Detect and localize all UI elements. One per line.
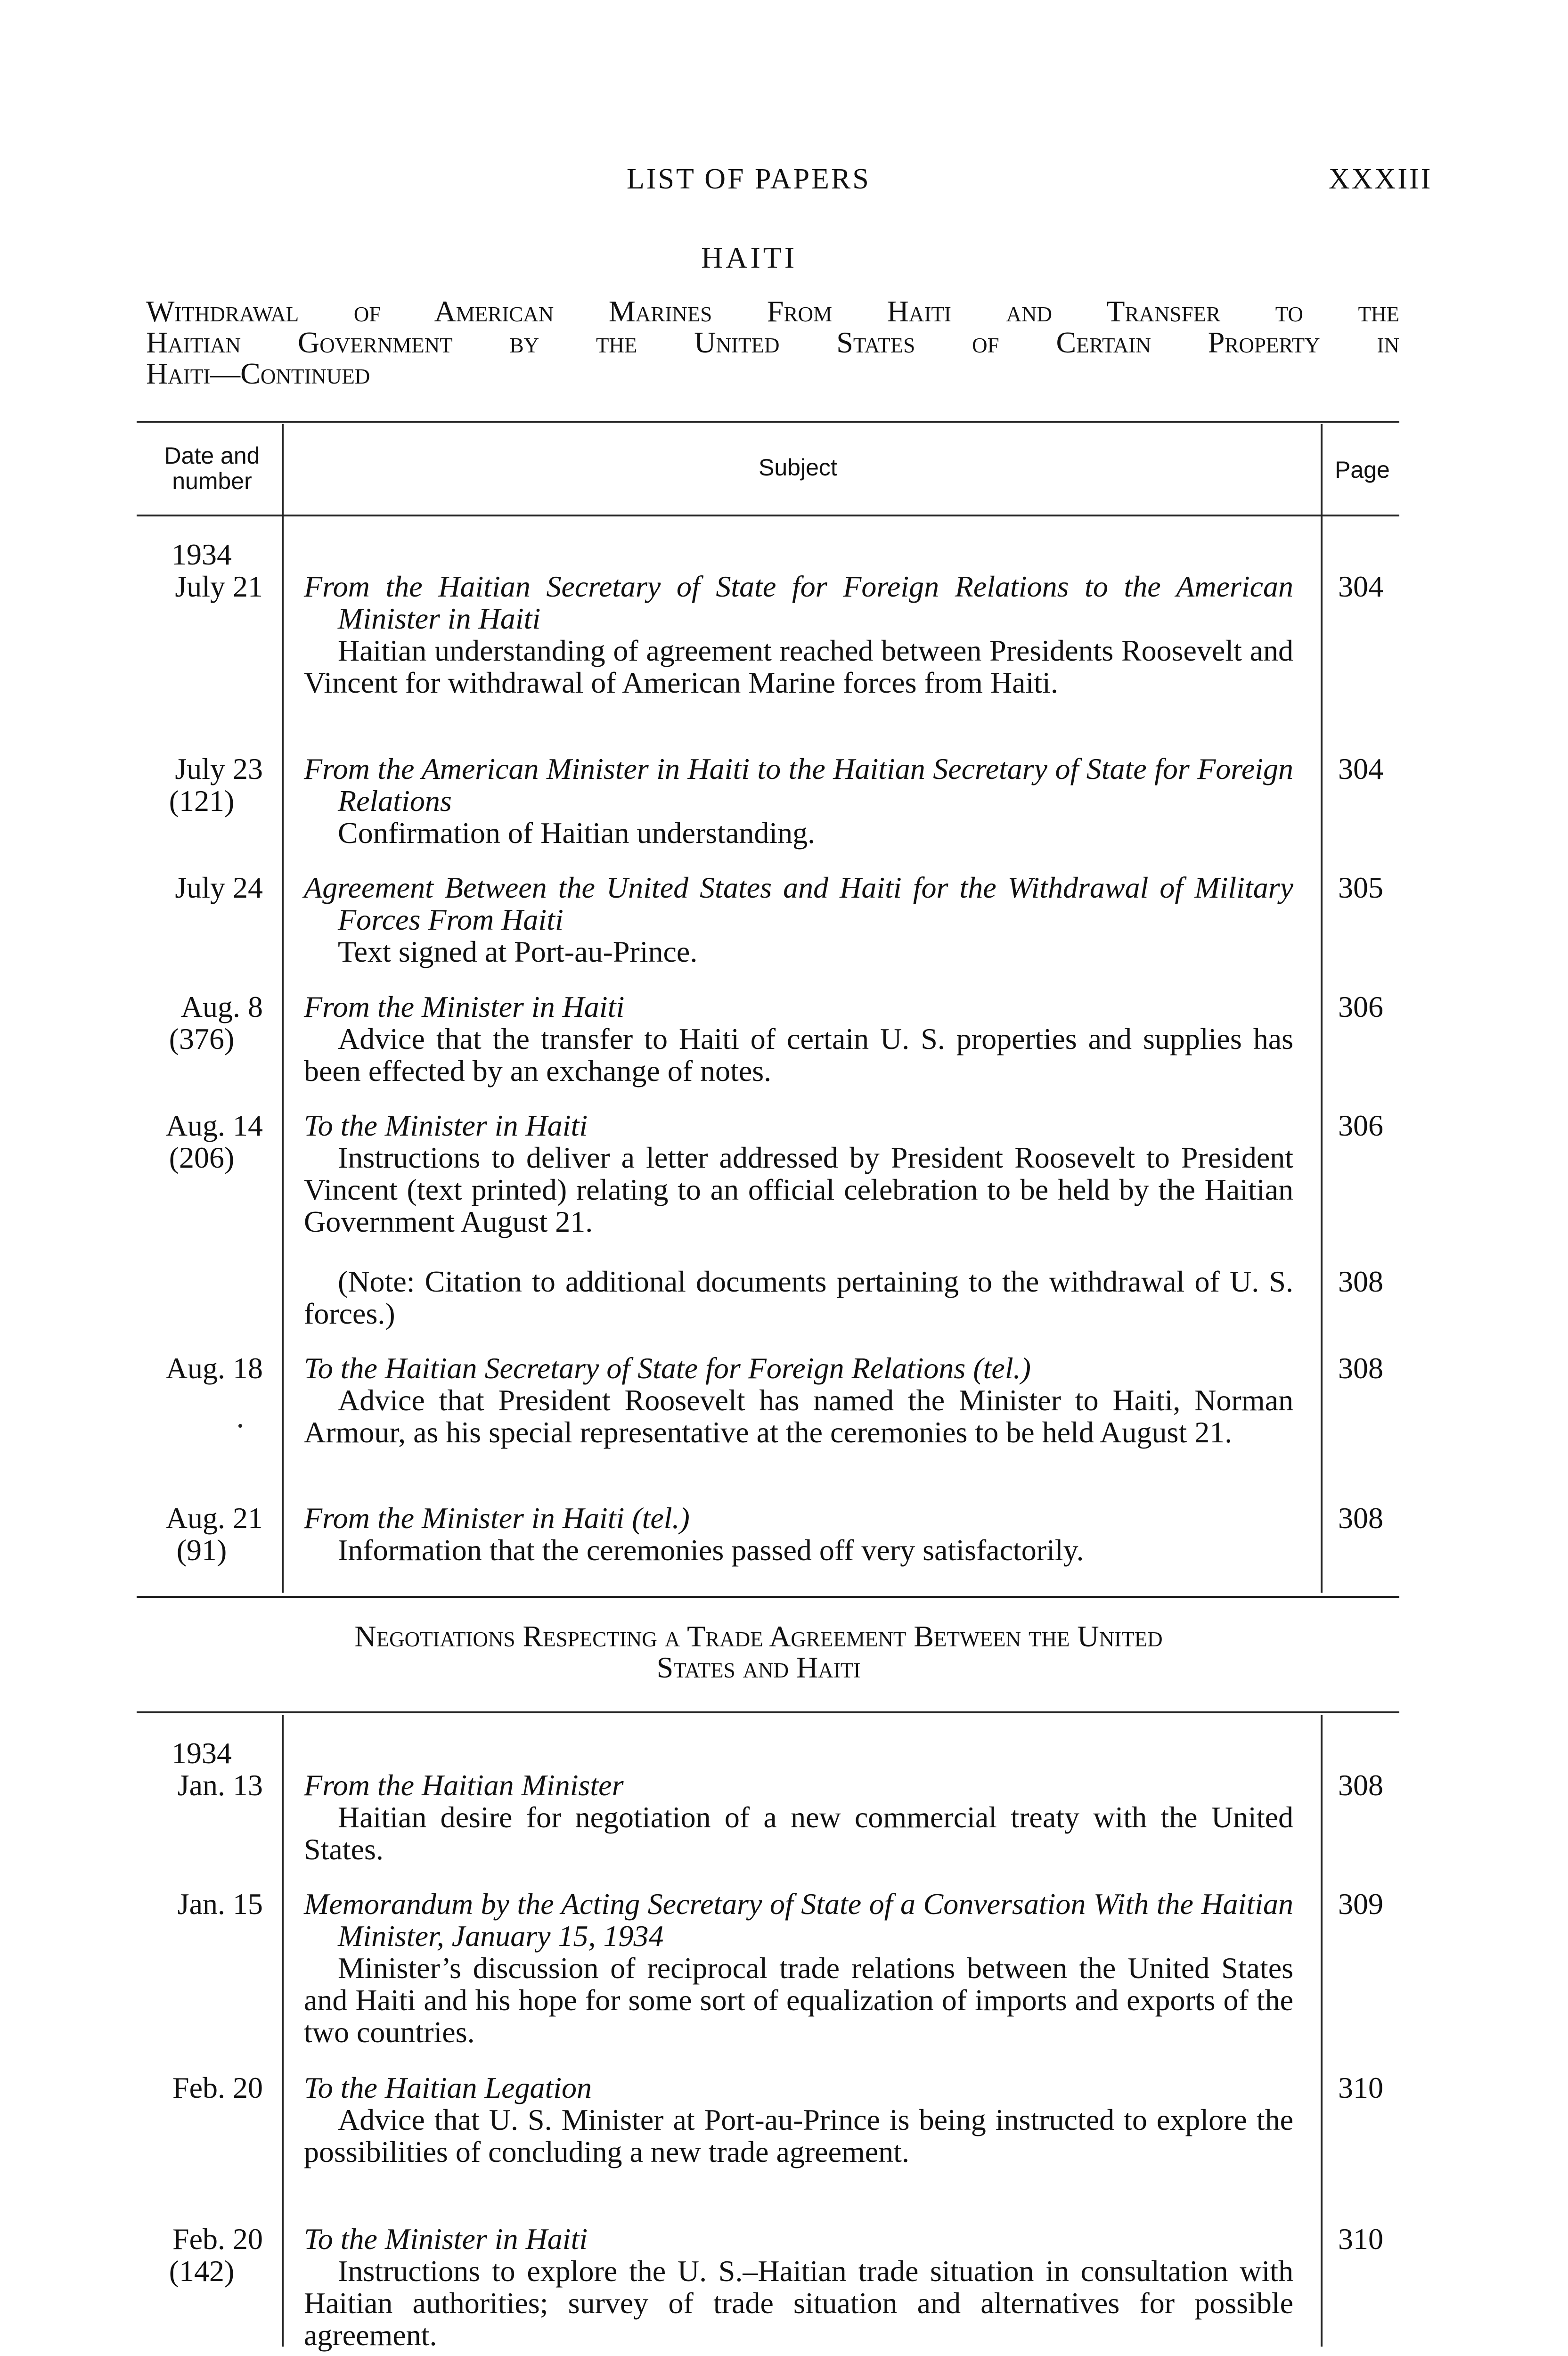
entry-number: (206) <box>169 1141 235 1174</box>
entry-page: 304 <box>1338 570 1383 603</box>
entry-description: Minister’s discussion of reciprocal trade relations between the United States and Haiti and his hope for some sort of equalization of imports and exports of the two countries. <box>304 1951 1293 2049</box>
entry-date-text: Jan. 15 <box>177 1887 263 1921</box>
entry-date-text: Feb. 20 <box>172 2071 263 2104</box>
entry-number: (91) <box>176 1533 227 1567</box>
section-title-withdrawal <box>146 296 1399 389</box>
entry-description: Advice that the transfer to Haiti of certain U. S. properties and supplies has been effected by an exchange of notes. <box>304 1022 1293 1088</box>
list-item <box>304 991 1293 1087</box>
entry-page: 308 <box>1338 1768 1383 1802</box>
page-number-roman: XXXIII <box>1329 163 1433 195</box>
section-title-trade-agreement <box>165 1621 1352 1683</box>
list-item <box>304 1502 1293 1566</box>
list-item <box>304 1769 1293 1865</box>
entry-title: Agreement Between the United States and Haiti for the Withdrawal of Military Forces From Haiti <box>304 871 1293 936</box>
table-top-rule <box>137 421 1399 423</box>
entry-date <box>122 991 263 1055</box>
table-header-rule <box>137 515 1399 516</box>
column-divider <box>1321 424 1323 1593</box>
entry-description: Confirmation of Haitian understanding. <box>338 816 816 850</box>
entry-page: 305 <box>1338 871 1383 904</box>
entry-date <box>122 1502 263 1566</box>
entry-title: To the Minister in Haiti <box>304 2222 588 2256</box>
entry-date <box>122 2223 263 2287</box>
entry-date-text: July 24 <box>175 871 263 904</box>
list-item <box>304 753 1293 849</box>
section-title-line: Haiti—Continued <box>146 357 370 390</box>
entry-description: Advice that U. S. Minister at Port-au-Prince is being instructed to explore the possibilities of concluding a new trade agreement. <box>304 2103 1293 2168</box>
column-divider <box>1321 1715 1323 2347</box>
column-header-subject: Subject <box>759 454 837 481</box>
entry-description: Advice that President Roosevelt has named the Minister to Haiti, Norman Armour, as his special representative at the ceremonies to be held August 21. <box>304 1383 1293 1449</box>
entry-description: Haitian desire for negotiation of a new commercial treaty with the United States. <box>304 1800 1293 1866</box>
list-item <box>304 1888 1293 2048</box>
entry-description: Instructions to deliver a letter addressed by President Roosevelt to President Vincent (text printed) relating to an official celebration to be held by the Haitian Government August 21. <box>304 1141 1293 1238</box>
entry-page: 309 <box>1338 1887 1383 1921</box>
entry-page: 306 <box>1338 1109 1383 1142</box>
section-title-line: Haitian Government by the United States of Certain Property in <box>146 326 1400 359</box>
column-header-date: Date and number <box>164 442 260 494</box>
entry-title: From the Haitian Secretary of State for Foreign Relations to the American Minister in Haiti <box>304 570 1293 635</box>
entry-date <box>122 2072 263 2104</box>
list-item <box>304 571 1293 699</box>
section-title-line: States and Haiti <box>656 1651 861 1684</box>
entry-page: 310 <box>1338 2071 1383 2104</box>
column-divider <box>282 424 284 1593</box>
table-bottom-rule <box>137 1596 1399 1598</box>
list-item <box>304 2072 1293 2168</box>
section-title-line: Withdrawal of American Marines From Haiti and Transfer to the <box>146 294 1399 328</box>
entry-title: Memorandum by the Acting Secretary of State of a Conversation With the Haitian Minister, January 15, 1934 <box>304 1887 1293 1953</box>
entry-title: From the American Minister in Haiti to the Haitian Secretary of State for Foreign Relations <box>304 752 1293 818</box>
entry-date <box>122 1737 263 1801</box>
list-item <box>304 872 1293 968</box>
list-item <box>304 1352 1293 1448</box>
entry-date <box>122 1110 263 1174</box>
entry-date-text: Jan. 13 <box>177 1768 263 1802</box>
entry-number: (121) <box>169 784 235 818</box>
entry-date-text: Aug. 18 <box>165 1351 263 1385</box>
entry-date-text: Feb. 20 <box>172 2222 263 2256</box>
entry-date <box>122 753 263 817</box>
entry-date <box>122 872 263 904</box>
entry-description: Instructions to explore the U. S.–Haitian trade situation in consultation with Haitian authorities; survey of trade situation and alternatives for possible agreement. <box>304 2254 1293 2352</box>
column-header-page: Page <box>1335 457 1390 483</box>
entry-title: From the Minister in Haiti <box>304 990 625 1023</box>
entry-date <box>122 539 263 603</box>
entry-title: From the Minister in Haiti (tel.) <box>304 1501 690 1535</box>
entry-year: 1934 <box>172 538 232 571</box>
entry-title: To the Haitian Legation <box>304 2071 592 2104</box>
entry-date <box>122 1888 263 1920</box>
entry-date-text: Aug. 14 <box>165 1109 263 1142</box>
table-top-rule <box>137 1711 1399 1713</box>
entry-page: 304 <box>1338 752 1383 785</box>
list-item-note <box>304 1266 1293 1330</box>
entry-description: Text signed at Port-au-Prince. <box>338 935 698 968</box>
list-item <box>304 1110 1293 1238</box>
entry-title: To the Minister in Haiti <box>304 1109 588 1142</box>
entry-number: (142) <box>169 2254 235 2288</box>
stray-mark <box>238 1424 242 1428</box>
entry-page: 308 <box>1338 1501 1383 1535</box>
entry-description: Haitian understanding of agreement reached between Presidents Roosevelt and Vincent for withdrawal of American Marine forces from Haiti. <box>304 634 1293 699</box>
entry-description: (Note: Citation to additional documents pertaining to the withdrawal of U. S. forces.) <box>304 1265 1293 1330</box>
entry-date-text: Aug. 21 <box>165 1501 263 1535</box>
entry-year: 1934 <box>172 1736 232 1770</box>
list-item <box>304 2223 1293 2351</box>
entry-number: (376) <box>169 1022 235 1055</box>
section-title-line: Negotiations Respecting a Trade Agreement Between the United <box>354 1620 1163 1653</box>
entry-page: 310 <box>1338 2222 1383 2256</box>
column-divider <box>282 1715 284 2347</box>
entry-page: 308 <box>1338 1351 1383 1385</box>
entry-date-text: July 23 <box>175 752 263 785</box>
country-heading: HAITI <box>701 241 798 274</box>
entry-date <box>122 1352 263 1384</box>
entry-description: Information that the ceremonies passed off very satisfactorily. <box>338 1533 1084 1567</box>
entry-page: 306 <box>1338 990 1383 1023</box>
entry-title: To the Haitian Secretary of State for Foreign Relations (tel.) <box>304 1351 1031 1385</box>
running-header-title: LIST OF PAPERS <box>627 163 871 195</box>
entry-title: From the Haitian Minister <box>304 1768 624 1802</box>
entry-page: 308 <box>1338 1265 1383 1298</box>
entry-date-text: July 21 <box>175 570 263 603</box>
entry-date-text: Aug. 8 <box>180 990 263 1023</box>
